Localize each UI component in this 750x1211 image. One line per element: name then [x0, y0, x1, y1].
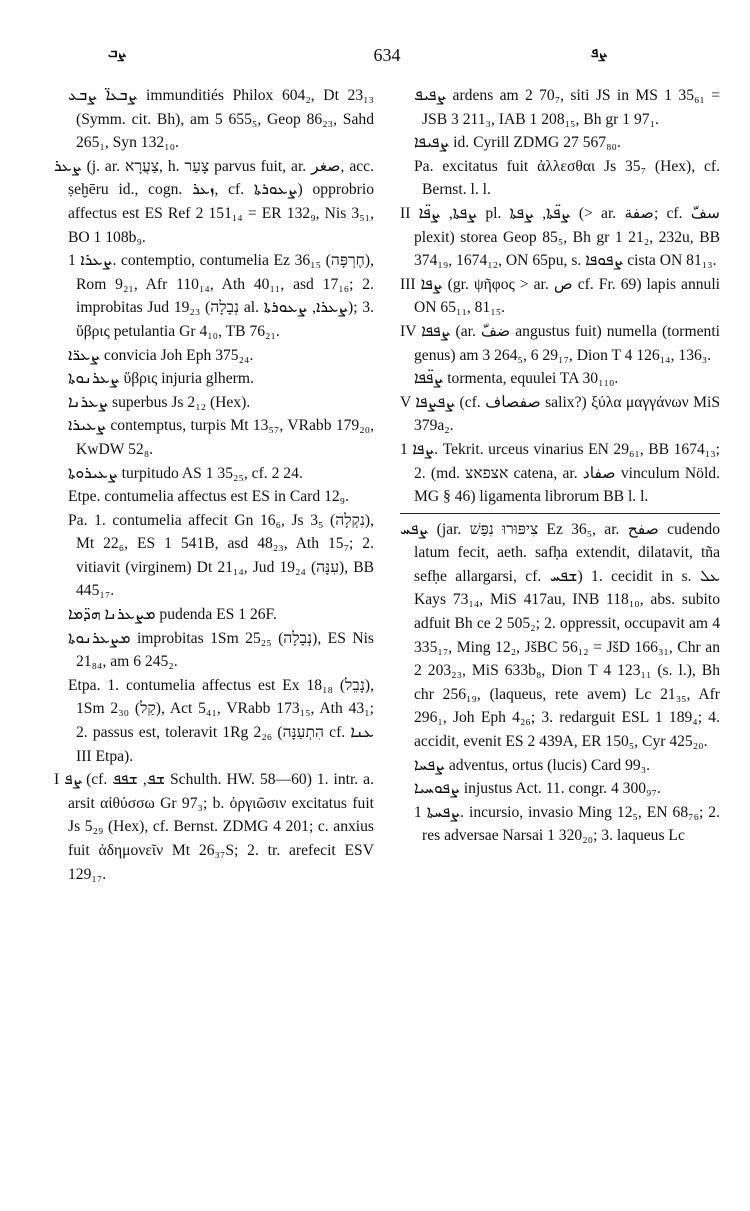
- dictionary-subentry: Pa. excitatus fuit ἀλλεσθαι Js 35₇ (Hex), cf. Bernst. l. l.: [414, 157, 720, 199]
- dictionary-subentry: ܡܨܥܪܢܐ ܗܕ̈ܡܐ pudenda ES 1 26F.: [68, 606, 277, 624]
- dictionary-entry: I ܨܦ (cf. ܫܦ, ܫܦܦ Schulth. HW. 58—60) 1. intr. a. arsit αἰθύσσω Gr 97₃; b. ὀργιῶσιν excitatus fuit Js 5₂₉ (Hex), cf. Bernst. ZDMG 4 201; c. anxius fuit ἀδημονεῖν Mt 26₃₇S; 2. tr. arefecit ESV 129₁₇.: [54, 771, 374, 883]
- right-column: [400, 84, 720, 1191]
- section-rule: [400, 513, 720, 514]
- dictionary-subentry: ܨܥܪܢܐ superbus Js 2₁₂ (Hex).: [68, 393, 251, 411]
- dictionary-entry: IV ܨܦܦܐ (ar. ضفّ angustus fuit) numella (tormenti genus) am 3 264₅, 6 29₁₇, Dion T 4 126₁₄, 136₃.: [400, 322, 720, 364]
- dictionary-subentry: ܨܥܝܪܐ contemptus, turpis Mt 13₅₇, VRabb 179₂₀, KwDW 52₈.: [68, 417, 374, 458]
- header-left-catchword: ܨܒ: [108, 45, 126, 61]
- dictionary-subentry: ܨܦܚܬܐ 1. incursio, invasio Ming 12₅, EN 68₇₆; 2. res adversae Narsai 1 320₂₀; 3. laqueus Lc: [414, 803, 720, 845]
- header-right-catchword: ܨܦ: [590, 45, 606, 61]
- dictionary-entry: ܨܥܪ (j. ar. צַעֲרָא, h. צָעַר parvus fuit, ar. صغر, acc. ṣeḫēru id., cogn. ܙܥܪ, cf. ܨܥܘܪܬܐ) opprobrio affectus est ES Ref 2 151₁₄ = ER 132₉, Nis 3₅₁, BO 1 108b₉.: [54, 157, 374, 246]
- dictionary-subentry: ܨܦܘܚܝܐ injustus Act. 11. congr. 4 300₉₇.: [414, 780, 661, 798]
- dictionary-entry: ܨܦܚ (jar. צִיפּוּרוּ נִפַּשׁ Ez 36₅, ar. صفح cudendo latum fecit, aeth. safḥa extendit, dilatavit, tña sefḥe allargarsi, cf. ܫܦܚ) 1. cecidit in s. ܥܠ Kays 73₁₄, MiS 417au, INB 118₁₀, abs. subito adfuit Bh ce 2 505₂; 2. oppressit, occupavit am 4 335₁₇, Ming 12₂, JšBC 56₁₂ = JšD 166₃₁, Chr an 2 203₂₃, MiS 633b₈, Dion T 4 123₁₁ (s. l.), Bh chr 256₁₉, (laqueus, rete avem) Lc 21₃₅, Afr 296₁, Joh Eph 4₂₆; 3. redarguit ESL 1 189₄; 4. accidit, evenit ES 2 439A, ER 150₅, Cyr 425₂₀.: [400, 520, 720, 751]
- dictionary-entry: III ܨܦܐ (gr. ψῆφος > ar. ص cf. Fr. 69) lapis annuli ON 65₁₁, 81₁₅.: [400, 275, 720, 317]
- dictionary-subentry: Pa. 1. contumelia affecit Gn 16₆, Js 3₅ (נִקְלָה), Mt 22₆, ES 1 541B, asd 48₂₃, Ath 15₇; 2. vitiavit (virginem) Dt 21₁₄, Jud 19₂₄ (עִנָּה), BB 445₁₇.: [68, 511, 374, 600]
- text-columns: [54, 84, 720, 1191]
- dictionary-subentry: ܨܦ̈ܦܐ tormenta, equulei TA 30₁₁₀.: [414, 370, 619, 388]
- dictionary-subentry: ܨܥܪܢܘܬܐ ὕβρις injuria glherm.: [68, 370, 254, 388]
- running-head: [54, 45, 720, 69]
- page-number: 634: [373, 45, 401, 65]
- dictionary-subentry: Etpe. contumelia affectus est ES in Card 12₉.: [68, 488, 349, 506]
- dictionary-entry: II ܨܦܬܐ, ܨܦ̈ܐ pl. ܨܦ̈ܬܐ, ܨܦܬܐ (> ar. صفة; cf. سفّ plexit) storea Geop 85₅, Bh gr 1 21₂, 232u, BB 374₁₉, 1674₁₂, ON 65pu, s. ܨܦܘܦܐ cista ON 81₁₃.: [400, 204, 720, 270]
- dictionary-subentry: ܨܦܝܦܐ id. Cyrill ZDMG 27 567₈₀.: [414, 134, 621, 152]
- dictionary-subentry: ܨܒܥܐ̈ ܨܒܥ immunditiés Philox 604₂, Dt 23₁₃ (Symm. cit. Bh), am 5 655₅, Geop 86₂₃, Sahd 265₁, Syn 132₁₀.: [68, 87, 374, 152]
- dictionary-subentry: ܨܥܝܪܘܬܐ turpitudo AS 1 35₂₅, cf. 2 24.: [68, 464, 303, 482]
- dictionary-entry: V ܨܦܨܦܐ (cf. صفصاف salix?) ξύλα μαγγάνων MiS 379a₂.: [400, 393, 720, 435]
- dictionary-subentry: ܨܥܪ̈ܐ convicia Joh Eph 375₂₄.: [68, 346, 254, 364]
- dictionary-subentry: ܨܦܚܐ adventus, ortus (lucis) Card 99₃.: [414, 756, 651, 774]
- dictionary-subentry: Etpa. 1. contumelia affectus est Ex 18₁₈ (נָבֵל), 1Sm 2₃₀ (קַל), Act 5₄₁, VRabb 173₁₅, Ath 43₁; 2. passus est, toleravit 1Rg 2₂₆ (הִתְעַנָּה cf. ܥܢܐ III Etpa).: [68, 676, 374, 765]
- dictionary-subentry: ܨܦܝܦ ardens am 2 70₇, siti JS in MS 1 35₆₁ = JSB 3 211₃, IAB 1 208₁₅, Bh gr 1 97₁.: [414, 87, 720, 128]
- dictionary-entry: ܨܦܐ 1. Tekrit. urceus vinarius EN 29₆₁, BB 1674₁₃; 2. (md. אצפאצ catena, ar. صفاد vinculum Nöld. MG § 46) ligamenta librorum BB l. l.: [400, 440, 720, 506]
- dictionary-subentry: ܡܨܥܪܢܘܬܐ improbitas 1Sm 25₂₅ (נְבָלָה), ES Nis 21₈₄, am 6 245₂.: [68, 629, 374, 671]
- left-column: [54, 84, 374, 1191]
- dictionary-subentry: ܨܥܪܐ 1. contemptio, contumelia Ez 36₁₅ (חֶרְפָּה), Rom 9₂₁, Afr 110₁₄, Ath 40₁₁, asd 17₁₆; 2. improbitas Jud 19₂₃ (נְבָלָה al. ܨܥܪܐ, ܨܥܘܪܬܐ); 3. ὕβρις petulantia Gr 4₁₀, TB 76₂₁.: [68, 252, 374, 340]
